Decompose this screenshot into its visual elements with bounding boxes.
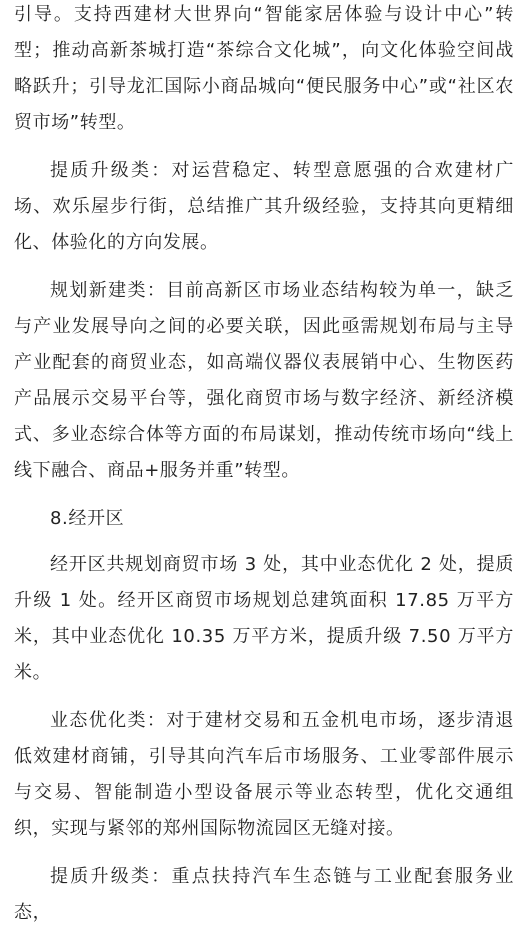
- section-heading-economic-development-zone: 8.经开区: [50, 508, 125, 529]
- paragraph-business-format-optimization: 业态优化类：对于建材交易和五金机电市场，逐步清退低效建材商铺，引导其向汽车后市场服务、工业零部件展示与交易、智能制造小型设备展示等业态转型，优化交通组织，实现与紧邻的郑州国际物流园区无缝对接。: [14, 710, 514, 839]
- paragraph-quality-upgrade-partial: 提质升级类：重点扶持汽车生态链与工业配套服务业态，: [14, 866, 514, 923]
- paragraph-market-planning-summary: 经开区共规划商贸市场 3 处，其中业态优化 2 处，提质升级 1 处。经开区商贸市场规划总建筑面积 17.85 万平方米，其中业态优化 10.35 万平方米，提质升级 7.50 万平方米。: [14, 554, 514, 683]
- document-text-body: [14, 0, 514, 943]
- paragraph-quality-upgrade: 提质升级类：对运营稳定、转型意愿强的合欢建材广场、欢乐屋步行街，总结推广其升级经验，支持其向更精细化、体验化的方向发展。: [14, 160, 514, 253]
- paragraph-guidance-transformation: 引导。支持西建材大世界向“智能家居体验与设计中心”转型；推动高新茶城打造“茶综合文化城”，向文化体验空间战略跃升；引导龙汇国际小商品城向“便民服务中心”或“社区农贸市场”转型。: [14, 4, 514, 133]
- paragraph-planned-new-construction: 规划新建类：目前高新区市场业态结构较为单一，缺乏与产业发展导向之间的必要关联，因此亟需规划布局与主导产业配套的商贸业态，如高端仪器仪表展销中心、生物医药产品展示交易平台等，强化商贸市场与数字经济、新经济模式、多业态综合体等方面的布局谋划，推动传统市场向“线上线下融合、商品+服务并重”转型。: [14, 280, 514, 481]
